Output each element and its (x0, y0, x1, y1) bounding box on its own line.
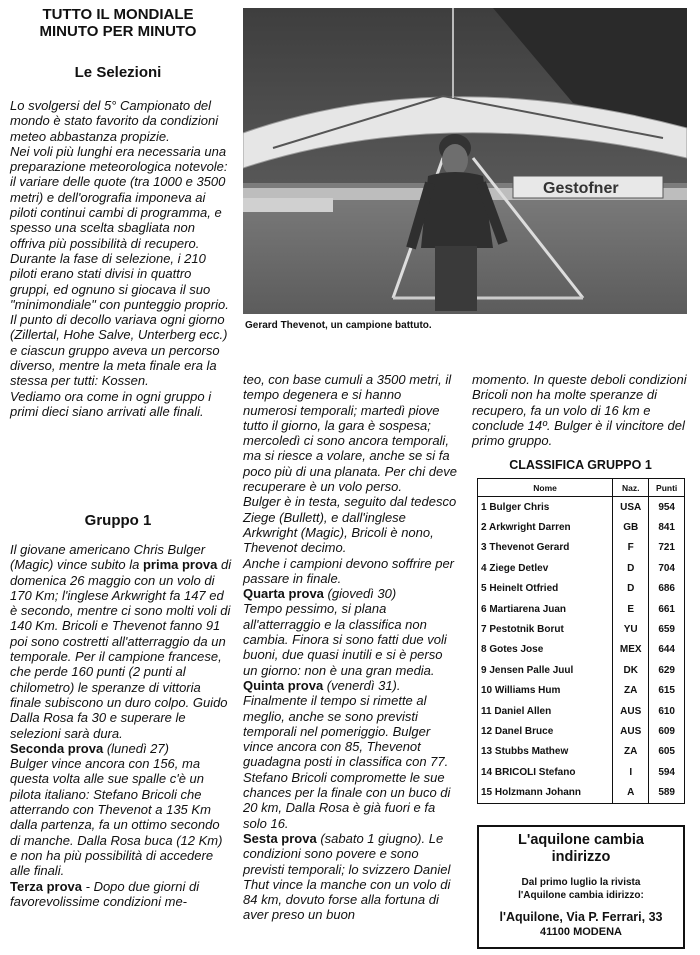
title-line-1: TUTTO IL MONDIALE (42, 6, 194, 23)
table-row (478, 782, 685, 803)
table-row (478, 599, 685, 619)
table-row (478, 579, 685, 599)
cell-naz: AUS (613, 721, 649, 741)
cell-naz: D (613, 558, 649, 578)
cell-punti: 954 (649, 497, 685, 518)
header-punti: Punti (649, 479, 685, 497)
intro-paragraph: Nei voli più lunghi era necessaria una preparazione meteorologica notevole: il variare delle quote (tra 1000 e 3500 metri) e dell'orografia imponeva ai piloti continui cambi di programma, e spesso una scelta sbagliata non offriva più possibilità di recupero. (10, 143, 228, 251)
section-heading: Le Selezioni (74, 64, 162, 81)
cell-punti: 704 (649, 558, 685, 578)
quinta-prova-label: Quinta prova (243, 677, 324, 693)
cell-name: 5 Heinelt Otfried (478, 579, 613, 599)
box-city: 41100 MODENA (540, 926, 622, 938)
group-heading: Gruppo 1 (84, 512, 152, 529)
article-title (8, 6, 228, 40)
cell-naz: MEX (613, 640, 649, 660)
cell-punti: 686 (649, 579, 685, 599)
cell-punti: 841 (649, 517, 685, 537)
photo-hang-glider (243, 8, 687, 314)
paragraph-classifica-parziale: Bulger è in testa, seguito dal tedesco Ziege (Bullett), e dall'inglese Arkwright (Magic), Bricoli è nono, Thevenot decimo. (243, 494, 457, 556)
paragraph-campioni: Anche i campioni devono soffrire per passare in finale. (243, 555, 455, 586)
photo-illustration (243, 8, 687, 314)
seconda-prova-label: Seconda prova (10, 740, 104, 756)
cell-naz: USA (613, 497, 649, 518)
table-row (478, 497, 685, 518)
cell-name: 11 Daniel Allen (478, 701, 613, 721)
classifica-title: CLASSIFICA GRUPPO 1 (509, 458, 652, 472)
address-change-box (477, 825, 685, 949)
sesta-prova-label: Sesta prova (243, 830, 317, 846)
box-title: L'aquilone cambia indirizzo (518, 832, 644, 865)
banner-sign-text: Gestofner (543, 180, 619, 197)
cell-naz: D (613, 579, 649, 599)
cell-punti: 594 (649, 762, 685, 782)
quarta-prova-label: Quarta prova (243, 586, 324, 602)
group-column-3 (472, 372, 688, 448)
cell-naz: I (613, 762, 649, 782)
cell-naz: YU (613, 619, 649, 639)
paragraph-quarta-text: Tempo pessimo, si plana all'atterraggio e la classifica non cambia. Finora si sono fatti due voli buoni, due quasi inutili e si è perso un giorno: non è una gran media. (243, 601, 447, 678)
cell-punti: 589 (649, 782, 685, 803)
cell-naz: DK (613, 660, 649, 680)
paragraph-meteo: teo, con base cumuli a 3500 metri, il tempo degenera e si hanno numerosi temporali; martedì piove tutto il giorno, la gara è sospesa; mercoledì ci sono ancora temporali, ma si riesce a volare, anche se si fa poco più di una planata. Per chi deve recuperare è un volo perso. (243, 372, 457, 495)
cell-name: 3 Thevenot Gerard (478, 538, 613, 558)
cell-name: 10 Williams Hum (478, 681, 613, 701)
cell-naz: ZA (613, 681, 649, 701)
paragraph-prima-prova: Il giovane americano Chris Bulger (Magic) vince subito la prima prova di domenica 26 maggio con un volo di 170 Km; l'inglese Arkwright fa 147 ed è secondo, mentre ci sono molti voli di 140 Km. Bricoli e Thevenot fanno 91 poi sono costretti all'atterraggio da un temporale. Per il campione francese, che perde 160 punti (2 punti al chilometro) le speranze di vittoria finale subiscono un duro colpo. Guido Dalla Rosa fa 30 e superare le selezioni sarà dura. (10, 542, 232, 741)
table-row (478, 762, 685, 782)
table-row (478, 701, 685, 721)
cell-name: 15 Holzmann Johann (478, 782, 613, 803)
group-column-1 (10, 542, 232, 909)
terza-prova-label: Terza prova (10, 878, 83, 894)
cell-name: 6 Martiarena Juan (478, 599, 613, 619)
table-row (478, 619, 685, 639)
table-row (478, 538, 685, 558)
cell-name: 12 Danel Bruce (478, 721, 613, 741)
paragraph-conclusione: momento. In queste deboli condizioni Bricoli non ha molte speranze di recupero, fa un volo di 16 km e conclude 14º. Bulger è il vincitore del primo gruppo. (472, 372, 687, 449)
box-street: l'Aquilone, Via P. Ferrari, 33 (499, 910, 663, 924)
photo-caption: Gerard Thevenot, un campione battuto. (245, 320, 432, 331)
table-row (478, 721, 685, 741)
cell-name: 4 Ziege Detlev (478, 558, 613, 578)
cell-punti: 644 (649, 640, 685, 660)
cell-name: 14 BRICOLI Stefano (478, 762, 613, 782)
cell-name: 7 Pestotnik Borut (478, 619, 613, 639)
cell-naz: E (613, 599, 649, 619)
cell-naz: GB (613, 517, 649, 537)
paragraph-quinta-prova: Quinta prova (venerdì 31). Finalmente il tempo si rimette al meglio, anche se sono previsti temporali nel pomeriggio. Bulger vince ancora con 85, Thevenot guadagna posti in classifica con 77. Stefano Bricoli compromette le sue chances per la finale con un buco di 20 km, Dalla Rosa è già fuori e fa solo 16. (243, 677, 451, 831)
paragraph-seconda-prova: Seconda prova (lunedì 27) (10, 740, 169, 756)
header-nome: Nome (478, 479, 613, 497)
title-line-2: MINUTO PER MINUTO (39, 23, 197, 40)
prima-prova-label: prima prova (142, 557, 218, 573)
paragraph-seconda-text: Bulger vince ancora con 156, ma questa volta alle sue spalle c'è un pilota italiano: Stefano Bricoli che atterrando con Thevenot a 135 Km dalla partenza, fa un ottimo secondo di manche. Dalla Rosa buca (12 Km) e non ha più possibilità di accedere alle finali. (10, 756, 223, 879)
cell-punti: 610 (649, 701, 685, 721)
intro-paragraph: Vediamo ora come in ogni gruppo i primi dieci siano arrivati alle finali. (10, 388, 212, 419)
intro-paragraph: Lo svolgersi del 5° Campionato del mondo è stato favorito da condizioni meteo abbastanza propizie. (10, 98, 219, 144)
intro-column (10, 98, 232, 419)
paragraph-terza-prova: Terza prova - Dopo due giorni di favorevolissime condizioni me- (10, 878, 200, 909)
table-row (478, 640, 685, 660)
cell-name: 9 Jensen Palle Juul (478, 660, 613, 680)
cell-naz: AUS (613, 701, 649, 721)
table-row (478, 681, 685, 701)
cell-punti: 605 (649, 742, 685, 762)
cell-naz: ZA (613, 742, 649, 762)
intro-paragraph: Durante la fase di selezione, i 210 piloti erano stati divisi in quattro gruppi, ed ognuno si giocava il suo "minimondiale" con punteggio proprio. Il punto di decollo variava ogni giorno (Zillertal, Hohe Salve, Unterberg ecc.) e ciascun gruppo aveva un percorso diverso, mentre la meta finale era la stessa per tutti: Kossen. (10, 250, 229, 389)
cell-punti: 661 (649, 599, 685, 619)
group-column-2 (243, 372, 457, 923)
table-row (478, 660, 685, 680)
box-text: Dal primo luglio la rivista l'Aquilone cambia idirizzo: (518, 877, 644, 901)
cell-naz: F (613, 538, 649, 558)
table-row (478, 742, 685, 762)
cell-punti: 721 (649, 538, 685, 558)
cell-name: 2 Arkwright Darren (478, 517, 613, 537)
cell-punti: 629 (649, 660, 685, 680)
cell-name: 1 Bulger Chris (478, 497, 613, 518)
paragraph-sesta-prova: Sesta prova (sabato 1 giugno). Le condizioni sono povere e sono previsti temporali; lo svizzero Daniel Thut vince la manche con un volo di 84 km, dovuto forse alla fortuna di aver preso un buon (243, 830, 451, 923)
cell-punti: 609 (649, 721, 685, 741)
cell-punti: 615 (649, 681, 685, 701)
cell-naz: A (613, 782, 649, 803)
table-row (478, 558, 685, 578)
header-naz: Naz. (613, 479, 649, 497)
cell-name: 13 Stubbs Mathew (478, 742, 613, 762)
cell-punti: 659 (649, 619, 685, 639)
paragraph-quarta-prova: Quarta prova (giovedì 30) (243, 586, 397, 602)
classifica-table (477, 478, 685, 804)
cell-name: 8 Gotes Jose (478, 640, 613, 660)
table-header-row (478, 479, 685, 497)
table-row (478, 517, 685, 537)
